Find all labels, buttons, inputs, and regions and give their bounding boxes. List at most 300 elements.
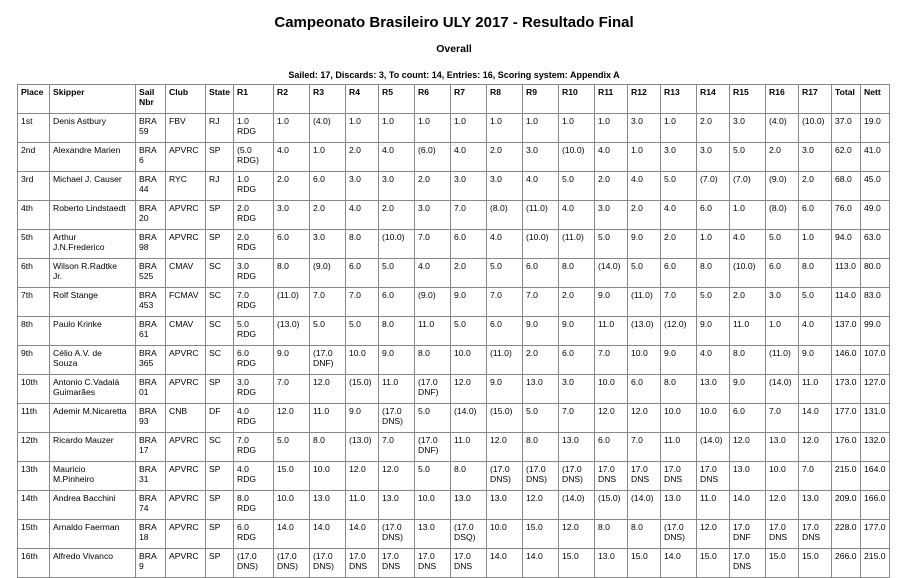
table-cell: 9.0 (274, 346, 310, 375)
column-header: R12 (628, 85, 661, 114)
table-cell: (15.0) (346, 375, 379, 404)
table-cell: SC (206, 259, 234, 288)
table-cell: 14.0 (523, 549, 559, 578)
table-cell: 12.0 (523, 491, 559, 520)
table-row (18, 259, 890, 288)
table-cell: 6.0 (274, 230, 310, 259)
table-cell: 1.0 (379, 114, 415, 143)
table-cell: 5.0 (415, 462, 451, 491)
table-cell: 11.0 (379, 375, 415, 404)
table-cell: Célio A.V. de Souza (50, 346, 136, 375)
table-cell: 6.0 (379, 288, 415, 317)
table-cell: SP (206, 462, 234, 491)
table-cell: 13.0 (595, 549, 628, 578)
table-cell: SP (206, 143, 234, 172)
table-cell: (10.0) (379, 230, 415, 259)
table-cell: 17.0 DNS (451, 549, 487, 578)
table-cell: 12.0 (559, 520, 595, 549)
table-cell: Andrea Bacchini (50, 491, 136, 520)
column-header: Sail Nbr (136, 85, 166, 114)
table-cell: 14.0 (487, 549, 523, 578)
table-cell: 1.0 (766, 317, 799, 346)
table-row (18, 549, 890, 578)
table-cell: 5.0 (523, 404, 559, 433)
table-cell: (8.0) (487, 201, 523, 230)
table-cell: (17.0 DNF) (310, 346, 346, 375)
table-cell: 5.0 (799, 288, 832, 317)
table-cell: 8.0 (799, 259, 832, 288)
column-header: Club (166, 85, 206, 114)
table-cell: (4.0) (766, 114, 799, 143)
table-cell: 7.0 (415, 230, 451, 259)
table-cell: 12.0 (799, 433, 832, 462)
table-cell: 80.0 (861, 259, 890, 288)
table-cell: BRA 01 (136, 375, 166, 404)
table-cell: (12.0) (661, 317, 697, 346)
table-cell: (10.0) (799, 114, 832, 143)
table-cell: 4.0 (595, 143, 628, 172)
table-cell: 7.0 (274, 375, 310, 404)
table-row (18, 520, 890, 549)
table-cell: 6.0 (595, 433, 628, 462)
table-cell: (7.0) (697, 172, 730, 201)
table-cell: BRA 6 (136, 143, 166, 172)
table-cell: 8.0 (379, 317, 415, 346)
table-cell: 2.0 (766, 143, 799, 172)
table-cell: (11.0) (274, 288, 310, 317)
table-cell: 1.0 (697, 230, 730, 259)
table-cell: 12.0 (346, 462, 379, 491)
table-cell: 14.0 (799, 404, 832, 433)
table-cell: 3.0 (310, 230, 346, 259)
table-cell: 1.0 (415, 114, 451, 143)
column-header: R14 (697, 85, 730, 114)
table-cell: 114.0 (832, 288, 861, 317)
table-cell: SP (206, 375, 234, 404)
table-cell: SP (206, 520, 234, 549)
table-cell: 10.0 (274, 491, 310, 520)
table-cell: 177.0 (832, 404, 861, 433)
table-cell: 10.0 (697, 404, 730, 433)
table-cell: 2.0 (559, 288, 595, 317)
table-cell: 12.0 (697, 520, 730, 549)
table-cell: 8.0 (697, 259, 730, 288)
table-cell: DF (206, 404, 234, 433)
table-cell: 8.0 (730, 346, 766, 375)
table-cell: 37.0 (832, 114, 861, 143)
table-cell: 107.0 (861, 346, 890, 375)
table-cell: 17.0 DNF (730, 520, 766, 549)
table-cell: 11.0 (730, 317, 766, 346)
table-cell: 13.0 (310, 491, 346, 520)
column-header: R16 (766, 85, 799, 114)
table-cell: 4.0 RDG (234, 462, 274, 491)
table-cell: SC (206, 317, 234, 346)
table-row (18, 404, 890, 433)
table-cell: (15.0) (487, 404, 523, 433)
table-cell: 13th (18, 462, 50, 491)
table-cell: 13.0 (697, 375, 730, 404)
table-cell: 1.0 RDG (234, 114, 274, 143)
table-cell: 2.0 (799, 172, 832, 201)
table-cell: 1.0 (595, 114, 628, 143)
column-header: Nett (861, 85, 890, 114)
table-cell: Denis Astbury (50, 114, 136, 143)
table-cell: 9.0 (697, 317, 730, 346)
table-cell: 2.0 (595, 172, 628, 201)
table-cell: (13.0) (274, 317, 310, 346)
table-cell: 11.0 (595, 317, 628, 346)
table-cell: 13.0 (661, 491, 697, 520)
table-cell: Rolf Stange (50, 288, 136, 317)
table-cell: 45.0 (861, 172, 890, 201)
table-cell: 4.0 (379, 143, 415, 172)
table-cell: 4.0 (346, 201, 379, 230)
table-cell: 15th (18, 520, 50, 549)
table-row (18, 230, 890, 259)
column-header: R8 (487, 85, 523, 114)
table-cell: 2.0 (730, 288, 766, 317)
table-cell: (7.0) (730, 172, 766, 201)
table-cell: 3.0 (766, 288, 799, 317)
table-cell: 9.0 (730, 375, 766, 404)
table-cell: 17.0 DNS (415, 549, 451, 578)
table-cell: BRA 525 (136, 259, 166, 288)
table-cell: 14.0 (274, 520, 310, 549)
table-cell: (17.0 DNS) (379, 520, 415, 549)
table-cell: (10.0) (730, 259, 766, 288)
table-cell: 14.0 (346, 520, 379, 549)
table-cell: 7.0 (310, 288, 346, 317)
table-cell: 3.0 (799, 143, 832, 172)
table-row (18, 288, 890, 317)
table-cell: (17.0 DSQ) (451, 520, 487, 549)
table-cell: 15.0 (523, 520, 559, 549)
table-cell: (17.0 DNS) (274, 549, 310, 578)
table-cell: 14.0 (661, 549, 697, 578)
table-cell: 3.0 RDG (234, 375, 274, 404)
table-cell: 6.0 RDG (234, 520, 274, 549)
table-cell: 11th (18, 404, 50, 433)
table-cell: 2.0 (310, 201, 346, 230)
table-cell: APVRC (166, 520, 206, 549)
table-cell: 1.0 (661, 114, 697, 143)
table-cell: 10.0 (346, 346, 379, 375)
table-cell: 3.0 (661, 143, 697, 172)
table-cell: BRA 59 (136, 114, 166, 143)
table-cell: 7.0 (595, 346, 628, 375)
table-cell: 5.0 (487, 259, 523, 288)
table-cell: 266.0 (832, 549, 861, 578)
table-cell: Arthur J.N.Frederico (50, 230, 136, 259)
table-cell: 7.0 (766, 404, 799, 433)
table-cell: 215.0 (832, 462, 861, 491)
table-cell: 9.0 (451, 288, 487, 317)
table-cell: CMAV (166, 259, 206, 288)
table-cell: APVRC (166, 346, 206, 375)
table-cell: 176.0 (832, 433, 861, 462)
column-header: R7 (451, 85, 487, 114)
table-row (18, 201, 890, 230)
table-row (18, 462, 890, 491)
table-cell: (17.0 DNS) (234, 549, 274, 578)
table-cell: BRA 17 (136, 433, 166, 462)
table-cell: 3.0 (730, 114, 766, 143)
column-header: R5 (379, 85, 415, 114)
table-cell: 8.0 (628, 520, 661, 549)
table-cell: 8.0 (415, 346, 451, 375)
table-cell: 17.0 DNS (697, 462, 730, 491)
table-cell: 8.0 (595, 520, 628, 549)
table-cell: 12.0 (487, 433, 523, 462)
table-cell: 62.0 (832, 143, 861, 172)
table-cell: BRA 9 (136, 549, 166, 578)
table-cell: 1.0 (730, 201, 766, 230)
table-cell: (10.0) (523, 230, 559, 259)
table-cell: 4.0 (487, 230, 523, 259)
table-cell: 6.0 (661, 259, 697, 288)
table-cell: 6.0 (310, 172, 346, 201)
table-cell: 164.0 (861, 462, 890, 491)
column-header: R9 (523, 85, 559, 114)
table-cell: (17.0 DNF) (415, 433, 451, 462)
table-cell: 2.0 (451, 259, 487, 288)
table-cell: 7th (18, 288, 50, 317)
table-cell: 99.0 (861, 317, 890, 346)
table-cell: (14.0) (697, 433, 730, 462)
column-header: Place (18, 85, 50, 114)
table-cell: 11.0 (697, 491, 730, 520)
table-cell: 5.0 (415, 404, 451, 433)
table-cell: 5.0 (346, 317, 379, 346)
table-cell: 13.0 (523, 375, 559, 404)
table-cell: SP (206, 230, 234, 259)
table-cell: 4.0 (628, 172, 661, 201)
table-cell: 4.0 (274, 143, 310, 172)
table-cell: 2.0 (697, 114, 730, 143)
table-cell: 1st (18, 114, 50, 143)
table-cell: 5.0 (274, 433, 310, 462)
table-cell: (6.0) (415, 143, 451, 172)
table-cell: (11.0) (559, 230, 595, 259)
table-cell: 14th (18, 491, 50, 520)
table-row (18, 375, 890, 404)
table-cell: 68.0 (832, 172, 861, 201)
table-cell: (11.0) (628, 288, 661, 317)
table-cell: 1.0 (559, 114, 595, 143)
table-cell: 6.0 (628, 375, 661, 404)
table-cell: 5.0 (697, 288, 730, 317)
table-cell: 1.0 (799, 230, 832, 259)
table-cell: FBV (166, 114, 206, 143)
table-cell: 17.0 DNS (595, 462, 628, 491)
table-cell: Paulo Krinke (50, 317, 136, 346)
table-cell: (13.0) (628, 317, 661, 346)
table-cell: Michael J. Causer (50, 172, 136, 201)
table-cell: 7.0 (379, 433, 415, 462)
table-cell: (14.0) (595, 259, 628, 288)
table-cell: 137.0 (832, 317, 861, 346)
table-cell: 7.0 (523, 288, 559, 317)
table-cell: RJ (206, 172, 234, 201)
table-cell: 5.0 (379, 259, 415, 288)
table-cell: Arnaldo Faerman (50, 520, 136, 549)
table-cell: 6.0 (559, 346, 595, 375)
table-cell: 7.0 (346, 288, 379, 317)
table-cell: 3.0 (697, 143, 730, 172)
table-cell: 17.0 DNS (766, 520, 799, 549)
table-cell: 10th (18, 375, 50, 404)
table-cell: 173.0 (832, 375, 861, 404)
column-header: R6 (415, 85, 451, 114)
table-cell: 209.0 (832, 491, 861, 520)
table-cell: 2.0 (628, 201, 661, 230)
table-cell: 7.0 (799, 462, 832, 491)
table-cell: 1.0 (487, 114, 523, 143)
table-cell: 2nd (18, 143, 50, 172)
table-cell: BRA 365 (136, 346, 166, 375)
table-cell: 5.0 (628, 259, 661, 288)
table-cell: 2.0 (415, 172, 451, 201)
table-cell: APVRC (166, 462, 206, 491)
table-cell: BRA 20 (136, 201, 166, 230)
table-cell: APVRC (166, 375, 206, 404)
table-cell: SC (206, 346, 234, 375)
table-cell: 15.0 (766, 549, 799, 578)
table-cell: 4.0 (415, 259, 451, 288)
table-row (18, 433, 890, 462)
table-cell: 3.0 (415, 201, 451, 230)
table-cell: 15.0 (274, 462, 310, 491)
table-cell: 10.0 (628, 346, 661, 375)
table-cell: APVRC (166, 491, 206, 520)
table-cell: (14.0) (559, 491, 595, 520)
table-cell: (10.0) (559, 143, 595, 172)
table-cell: (14.0) (766, 375, 799, 404)
table-cell: APVRC (166, 549, 206, 578)
table-cell: BRA 74 (136, 491, 166, 520)
table-cell: 83.0 (861, 288, 890, 317)
table-body (18, 114, 890, 578)
table-cell: 8.0 (661, 375, 697, 404)
table-cell: 3.0 (346, 172, 379, 201)
table-cell: 3.0 (595, 201, 628, 230)
table-cell: (13.0) (346, 433, 379, 462)
table-cell: 2.0 (523, 346, 559, 375)
table-cell: 9.0 (346, 404, 379, 433)
table-cell: 13.0 (799, 491, 832, 520)
table-cell: 3.0 (628, 114, 661, 143)
table-cell: BRA 98 (136, 230, 166, 259)
table-cell: 12.0 (766, 491, 799, 520)
table-cell: 1.0 (628, 143, 661, 172)
table-cell: 13.0 (487, 491, 523, 520)
table-cell: 9.0 (487, 375, 523, 404)
results-table (17, 84, 890, 578)
table-cell: 2.0 (661, 230, 697, 259)
table-cell: 9.0 (559, 317, 595, 346)
table-cell: 5.0 (310, 317, 346, 346)
table-cell: 8.0 (310, 433, 346, 462)
page-subtitle: Overall (436, 43, 472, 55)
table-cell: 6.0 (697, 201, 730, 230)
table-cell: 1.0 (451, 114, 487, 143)
table-cell: 3.0 (487, 172, 523, 201)
table-cell: 7.0 (559, 404, 595, 433)
column-header: R4 (346, 85, 379, 114)
table-cell: APVRC (166, 230, 206, 259)
table-cell: BRA 18 (136, 520, 166, 549)
table-cell: 9.0 (661, 346, 697, 375)
table-cell: (17.0 DNF) (415, 375, 451, 404)
table-cell: 14.0 (310, 520, 346, 549)
table-cell: (15.0) (595, 491, 628, 520)
table-cell: Ricardo Mauzer (50, 433, 136, 462)
table-cell: 12.0 (379, 462, 415, 491)
table-cell: 11.0 (451, 433, 487, 462)
table-cell: SP (206, 201, 234, 230)
table-cell: 5th (18, 230, 50, 259)
table-cell: 10.0 (595, 375, 628, 404)
table-cell: (17.0 DNS) (559, 462, 595, 491)
table-cell: Roberto Lindstaedt (50, 201, 136, 230)
table-cell: 13.0 (415, 520, 451, 549)
table-cell: 2.0 RDG (234, 230, 274, 259)
table-cell: (17.0 DNS) (523, 462, 559, 491)
table-cell: APVRC (166, 201, 206, 230)
table-cell: 7.0 RDG (234, 288, 274, 317)
table-cell: 13.0 (730, 462, 766, 491)
table-cell: 7.0 (451, 201, 487, 230)
table-cell: 6.0 (487, 317, 523, 346)
table-cell: 4.0 (523, 172, 559, 201)
table-cell: 2.0 (346, 143, 379, 172)
table-cell: 11.0 (661, 433, 697, 462)
table-cell: 5.0 (730, 143, 766, 172)
table-cell: (17.0 DNS) (379, 404, 415, 433)
table-cell: 9.0 (799, 346, 832, 375)
table-cell: (14.0) (451, 404, 487, 433)
table-cell: 3.0 (274, 201, 310, 230)
table-cell: 4.0 (559, 201, 595, 230)
table-cell: Ademir M.Nicaretta (50, 404, 136, 433)
table-cell: 8.0 (274, 259, 310, 288)
table-cell: 11.0 (415, 317, 451, 346)
table-row (18, 172, 890, 201)
table-cell: 17.0 DNS (799, 520, 832, 549)
header-row (18, 85, 890, 114)
table-cell: (9.0) (310, 259, 346, 288)
table-cell: 10.0 (661, 404, 697, 433)
table-cell: BRA 44 (136, 172, 166, 201)
table-cell: 5.0 (559, 172, 595, 201)
table-cell: 8.0 (346, 230, 379, 259)
table-cell: RYC (166, 172, 206, 201)
table-cell: 6.0 (766, 259, 799, 288)
table-cell: 7.0 RDG (234, 433, 274, 462)
table-cell: 13.0 (379, 491, 415, 520)
table-cell: 1.0 (523, 114, 559, 143)
table-cell: 11.0 (799, 375, 832, 404)
table-cell: 13.0 (451, 491, 487, 520)
table-cell: 228.0 (832, 520, 861, 549)
table-cell: 8.0 (559, 259, 595, 288)
table-cell: 12.0 (730, 433, 766, 462)
table-cell: (5.0 RDG) (234, 143, 274, 172)
table-cell: 6th (18, 259, 50, 288)
table-cell: (17.0 DNS) (487, 462, 523, 491)
table-cell: (9.0) (766, 172, 799, 201)
